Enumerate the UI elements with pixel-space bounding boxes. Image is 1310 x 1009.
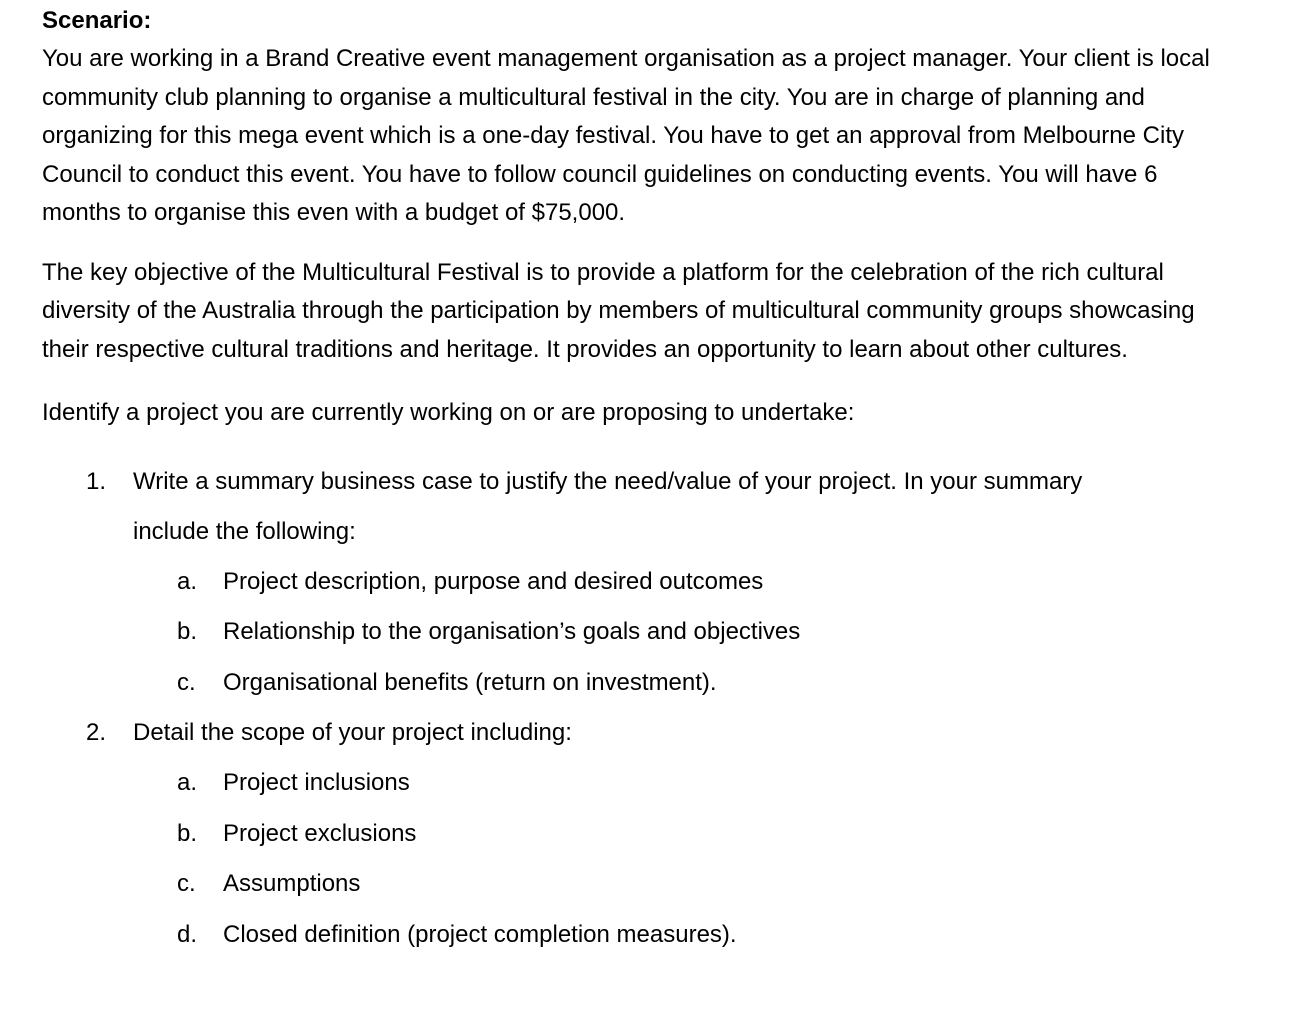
sub-task-letter: b. bbox=[177, 618, 198, 645]
task-item-1 bbox=[42, 457, 1310, 557]
sub-task-item bbox=[42, 910, 1310, 961]
sub-task-letter: c. bbox=[177, 668, 196, 696]
sub-task-letter: a. bbox=[177, 769, 198, 796]
sub-task-text: Relationship to the organisation’s goals and objectives bbox=[223, 618, 801, 645]
sub-task-item bbox=[42, 607, 1310, 658]
task-number: 1. bbox=[86, 467, 107, 495]
task-2-subitems bbox=[42, 758, 1310, 960]
sub-task-text: Project inclusions bbox=[223, 769, 410, 796]
sub-task-text: Project description, purpose and desired outcomes bbox=[223, 567, 764, 595]
sub-task-item bbox=[42, 809, 1310, 860]
sub-task-item bbox=[42, 758, 1310, 809]
sub-task-list bbox=[42, 557, 1310, 709]
sub-task-text: Closed definition (project completion measures). bbox=[223, 920, 737, 948]
sub-task-text: Assumptions bbox=[223, 870, 361, 897]
sub-task-letter: a. bbox=[177, 567, 198, 595]
sub-task-letter: b. bbox=[177, 819, 198, 847]
sub-task-letter: c. bbox=[177, 870, 196, 897]
task-number: 2. bbox=[86, 719, 107, 746]
task-1-subitems bbox=[42, 557, 1310, 709]
task-list bbox=[42, 457, 1310, 961]
scenario-paragraph: You are working in a Brand Creative event management organisation as a project manager. Your client is local community club planning to organise a multicultural festival in the city. You are in charge of planning and organizing for this mega event which is a one-day festival. You have to get an approval from Melbourne City Council to conduct this event. You have to follow council guidelines on conducting events. You will have 6 months to organise this even with a budget of $75,000. bbox=[42, 45, 1210, 226]
objective-paragraph: The key objective of the Multicultural Festival is to provide a platform for the celebration of the rich cultural diversity of the Australia through the participation by members of multicultural community groups showcasing their respective cultural traditions and heritage. It provides an opportunity to learn about other cultures. bbox=[42, 258, 1195, 363]
sub-task-text: Project exclusions bbox=[223, 819, 417, 847]
task-text: Detail the scope of your project including: bbox=[133, 719, 572, 746]
sub-task-text: Organisational benefits (return on investment). bbox=[223, 668, 717, 696]
task-item-2 bbox=[42, 708, 1310, 758]
sub-task-letter: d. bbox=[177, 920, 198, 948]
sub-task-list bbox=[42, 758, 1310, 960]
sub-task-item bbox=[42, 859, 1310, 910]
instruction-paragraph: Identify a project you are currently working on or are proposing to undertake: bbox=[42, 399, 855, 426]
task-text: Write a summary business case to justify the need/value of your project. In your summary include the following: bbox=[133, 467, 1083, 545]
sub-task-item bbox=[42, 658, 1310, 709]
sub-task-item bbox=[42, 557, 1310, 608]
scenario-heading: Scenario: bbox=[42, 7, 152, 34]
